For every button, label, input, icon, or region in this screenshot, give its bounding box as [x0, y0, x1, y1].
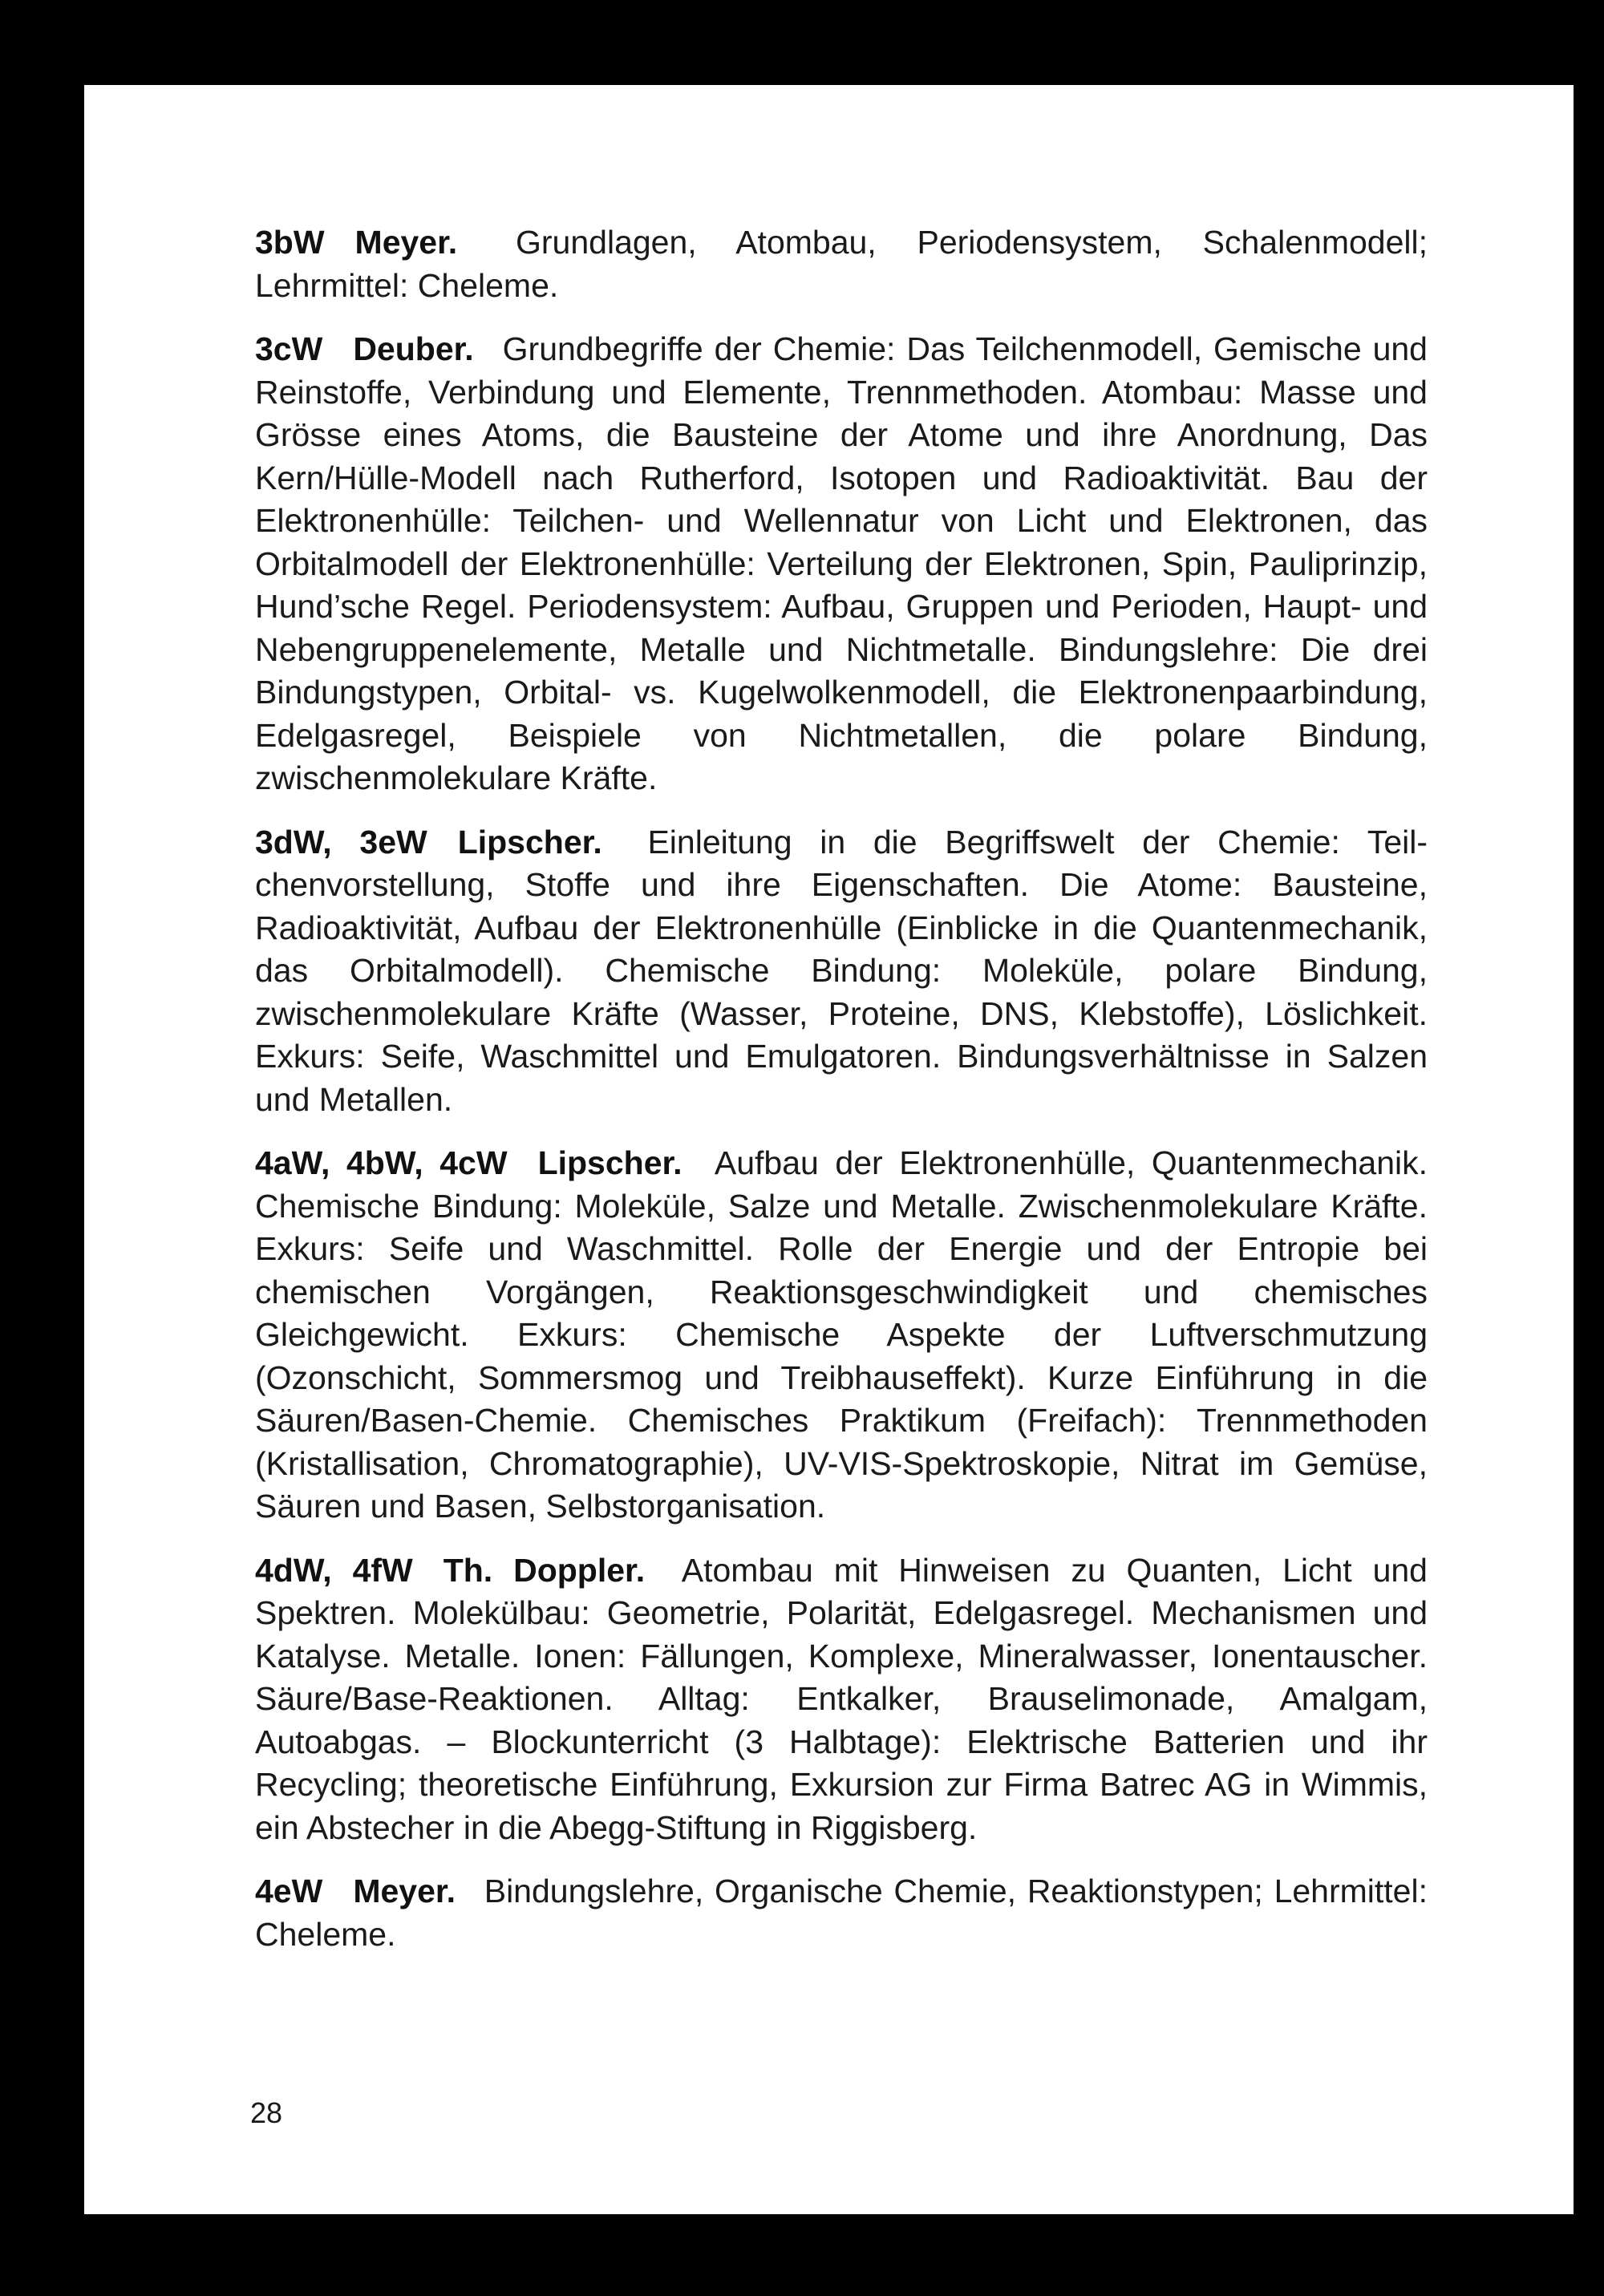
- entry-teacher: Th. Doppler.: [443, 1551, 646, 1589]
- course-entry-4dw-4fw: [255, 1549, 1428, 1850]
- entry-description: Aufbau der Elektronenhülle, Quantenmechanik. Chemische Bindung: Moleküle, Salze und Metalle. Zwischenmolekulare Kräfte. Exkurs: Seife und Waschmittel. Rolle der Energie und der Entropie bei chemischen Vorgängen, Reaktionsgeschwindigkeit und chemisches Gleichgewicht. Exkurs: Chemische Aspekte der Luftverschmutzung (Ozonschicht, Sommersmog und Treibhauseffekt). Kurze Einführung in die Säuren/Basen-Chemie. Chemisches Praktikum (Freifach): Trennmethoden (Kristallisation, Chromatographie), UV-VIS-Spektroskopie, Nitrat im Gemüse, Säuren und Basen, Selbstorganisation.: [255, 1144, 1428, 1525]
- entry-description: Grundbegriffe der Chemie: Das Teilchenmodell, Gemische und Reinstoffe, Verbindung und Elemente, Trennmethoden. Atombau: Masse und Grösse eines Atoms, die Bausteine der Atome und ihre Anordnung, Das Kern/Hülle-Modell nach Rutherford, Isotopen und Radioaktivität. Bau der Elektronenhülle: Teilchen- und Wellennatur von Licht und Elektronen, das Orbitalmodell der Elektronenhülle: Verteilung der Elektronen, Spin, Pauliprinzip, Hund’sche Regel. Periodensystem: Aufbau, Gruppen und Perioden, Haupt- und Nebengruppenelemente, Metalle und Nichtmetalle. Bindungslehre: Die drei Bindungstypen, Orbital- vs. Kugelwolkenmodell, die Elektronenpaarbindung, Edelgasregel, Beispiele von Nichtmetallen, die polare Bindung, zwischenmolekulare Kräfte.: [255, 330, 1428, 796]
- entry-teacher: Lipscher.: [537, 1144, 683, 1181]
- page-number: 28: [250, 2096, 283, 2129]
- entry-teacher: Meyer.: [354, 224, 458, 261]
- course-entry-4aw-4bw-4cw: [255, 1142, 1428, 1529]
- entry-classes: 3dW, 3eW: [255, 823, 427, 860]
- entry-classes: 3bW: [255, 224, 325, 261]
- entry-classes: 4dW, 4fW: [255, 1551, 413, 1589]
- entry-description: Atombau mit Hinweisen zu Quanten, Licht und Spektren. Molekülbau: Geometrie, Polarität, Edelgasregel. Mechanismen und Katalyse. Metalle. Ionen: Fällungen, Komplexe, Mineralwasser, Ionentauscher. Säure/Base-Reaktionen. Alltag: Entkalker, Brauselimonade, Amalgam, Autoabgas. – Blockunterricht (3 Halbtage): Elektrische Batterien und ihr Recycling; theoretische Einführung, Exkursion zur Firma Batrec AG in Wimmis, ein Abstecher in die Abegg-Stiftung in Riggisberg.: [255, 1551, 1428, 1846]
- entry-teacher: Meyer.: [353, 1873, 456, 1909]
- entry-teacher: Deuber.: [353, 330, 474, 367]
- entry-description: Einleitung in die Begriffswelt der Chemie: Teilchenvorstellung, Stoffe und ihre Eigenschaften. Die Atome: Bausteine, Radioaktivität, Aufbau der Elektronenhülle (Einblicke in die Quantenmechanik, das Orbitalmodell). Chemische Bindung: Moleküle, polare Bindung, zwischenmolekulare Kräfte (Wasser, Proteine, DNS, Klebstoffe), Löslichkeit. Exkurs: Seife, Waschmittel und Emulgatoren. Bindungsverhältnisse in Salzen und Metallen.: [255, 823, 1428, 1118]
- entry-description: Bindungslehre, Organische Chemie, Reaktionstypen; Lehrmittel: Cheleme.: [255, 1873, 1428, 1953]
- course-entry-4ew: [255, 1870, 1428, 1956]
- entry-classes: 3cW: [255, 330, 323, 367]
- course-entry-3dw-3ew: [255, 821, 1428, 1122]
- course-entry-3cw: [255, 328, 1428, 800]
- entry-classes: 4eW: [255, 1873, 323, 1909]
- course-list: [255, 221, 1428, 1977]
- entry-classes: 4aW, 4bW, 4cW: [255, 1144, 508, 1181]
- entry-teacher: Lipscher.: [457, 823, 602, 860]
- course-entry-3bw: [255, 221, 1428, 307]
- entry-description: Grundlagen, Atombau, Periodensystem, Schalenmodell; Lehrmittel: Cheleme.: [255, 224, 1428, 304]
